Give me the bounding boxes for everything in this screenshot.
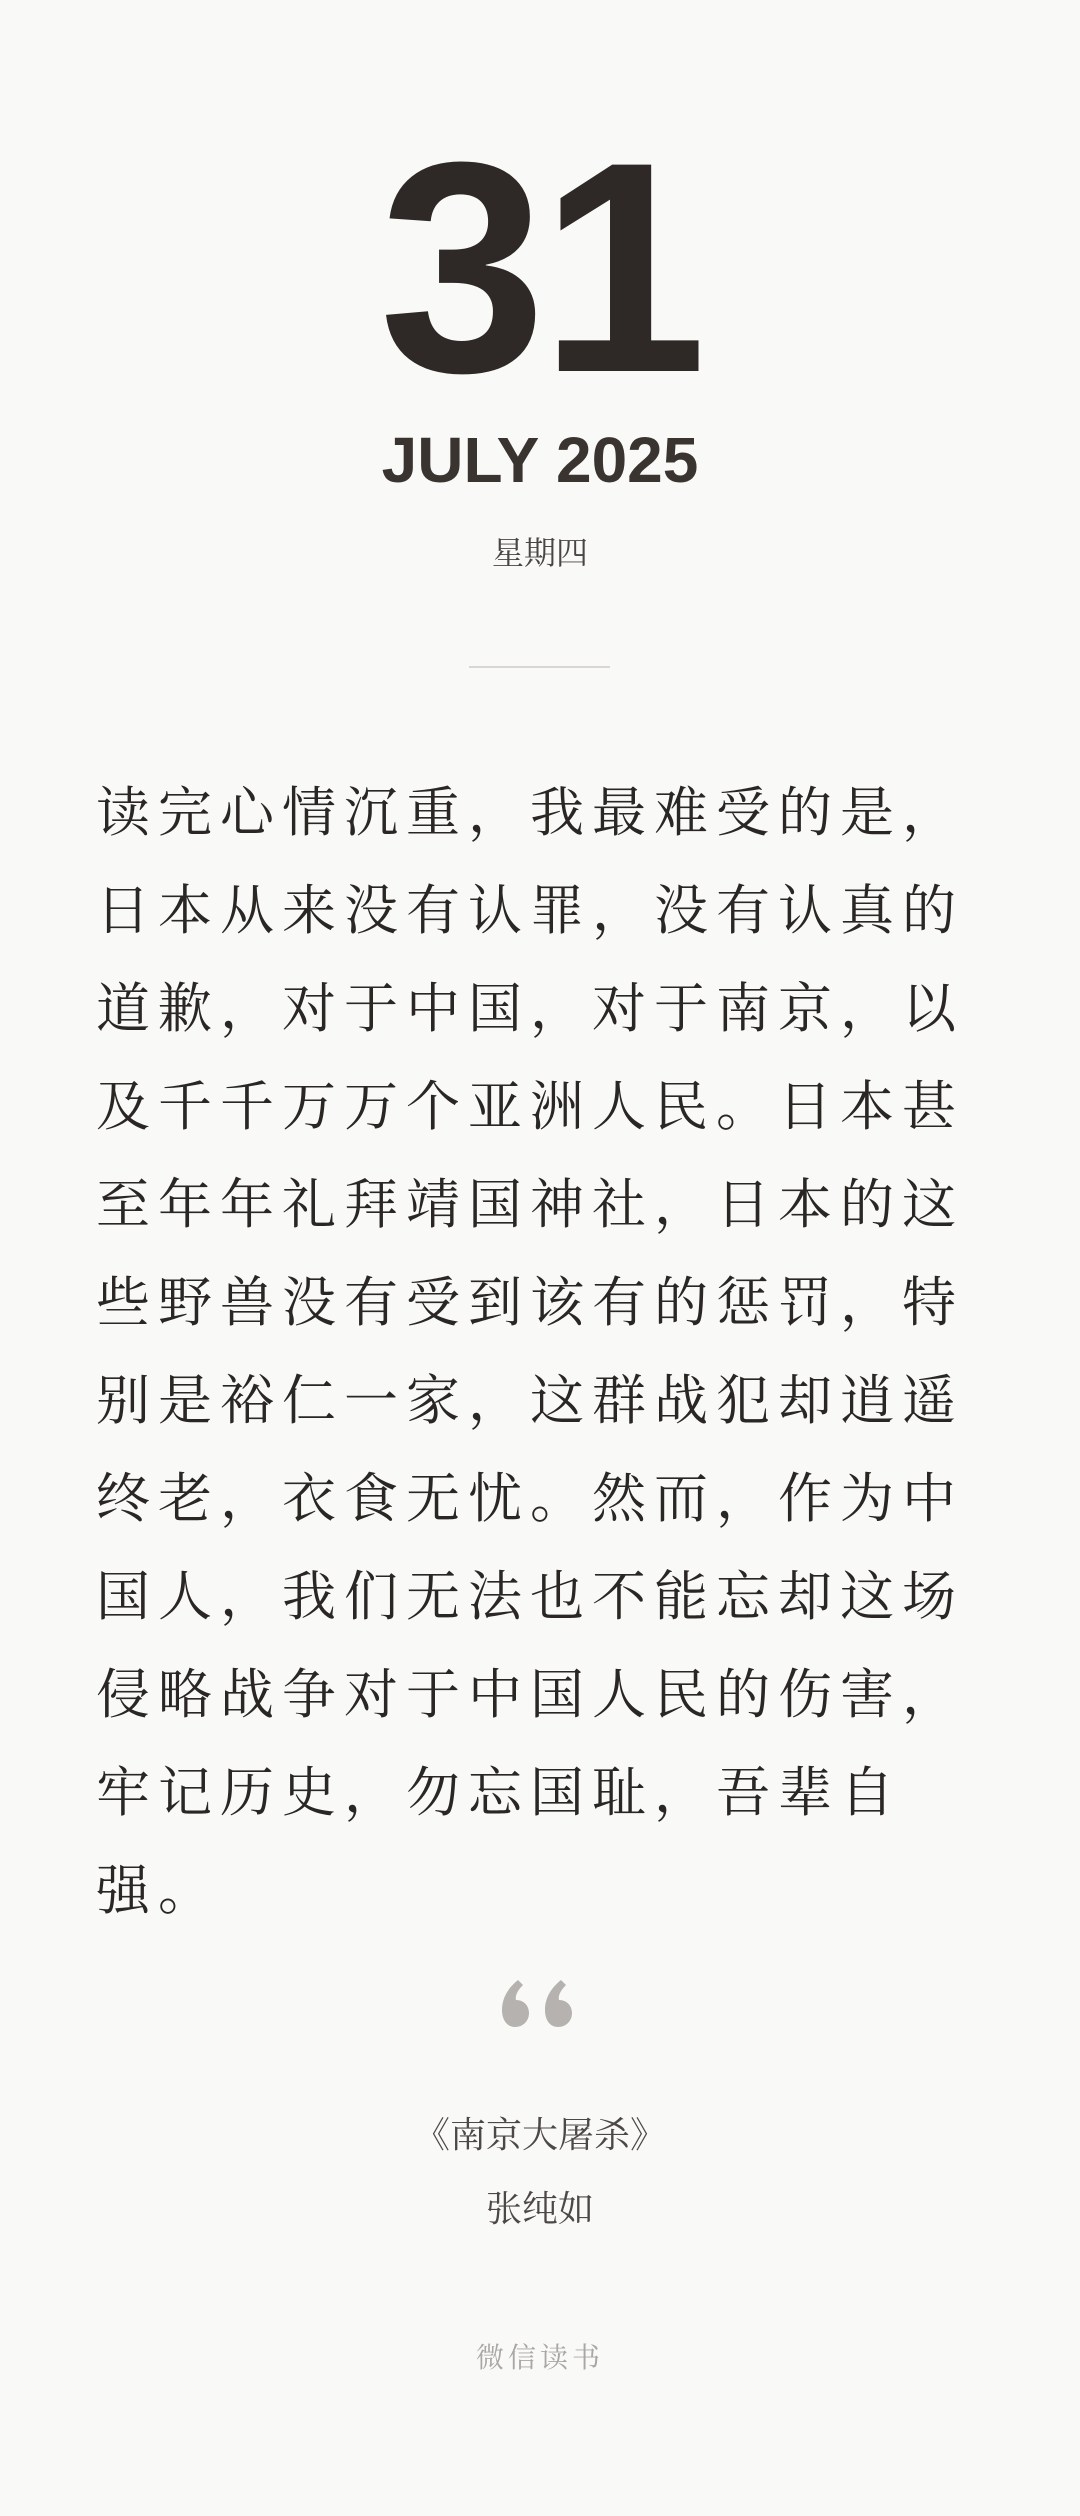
quote-text: 读完心情沉重，我最难受的是，日本从来没有认罪，没有认真的道歉，对于中国，对于南京，以及千千万万个亚洲人民。日本甚至年年礼拜靖国神社，日本的这些野兽没有受到该有的惩罚，特别是裕仁一家，这群战犯却逍遥终老，衣食无忧。然而，作为中国人，我们无法也不能忘却这场侵略战争对于中国人民的伤害，牢记历史，勿忘国耻，吾辈自强。 — [96, 781, 964, 1922]
quote-marks-icon — [490, 1958, 590, 2038]
author-name: 张纯如 — [485, 2189, 594, 2230]
date-day: 31 — [379, 99, 701, 435]
weekday: 星期四 — [491, 534, 588, 572]
month-year: JULY 2025 — [381, 424, 699, 496]
divider — [469, 666, 610, 668]
brand-label: 微信读书 — [475, 2341, 604, 2374]
book-title: 《南京大屠杀》 — [413, 2115, 666, 2156]
